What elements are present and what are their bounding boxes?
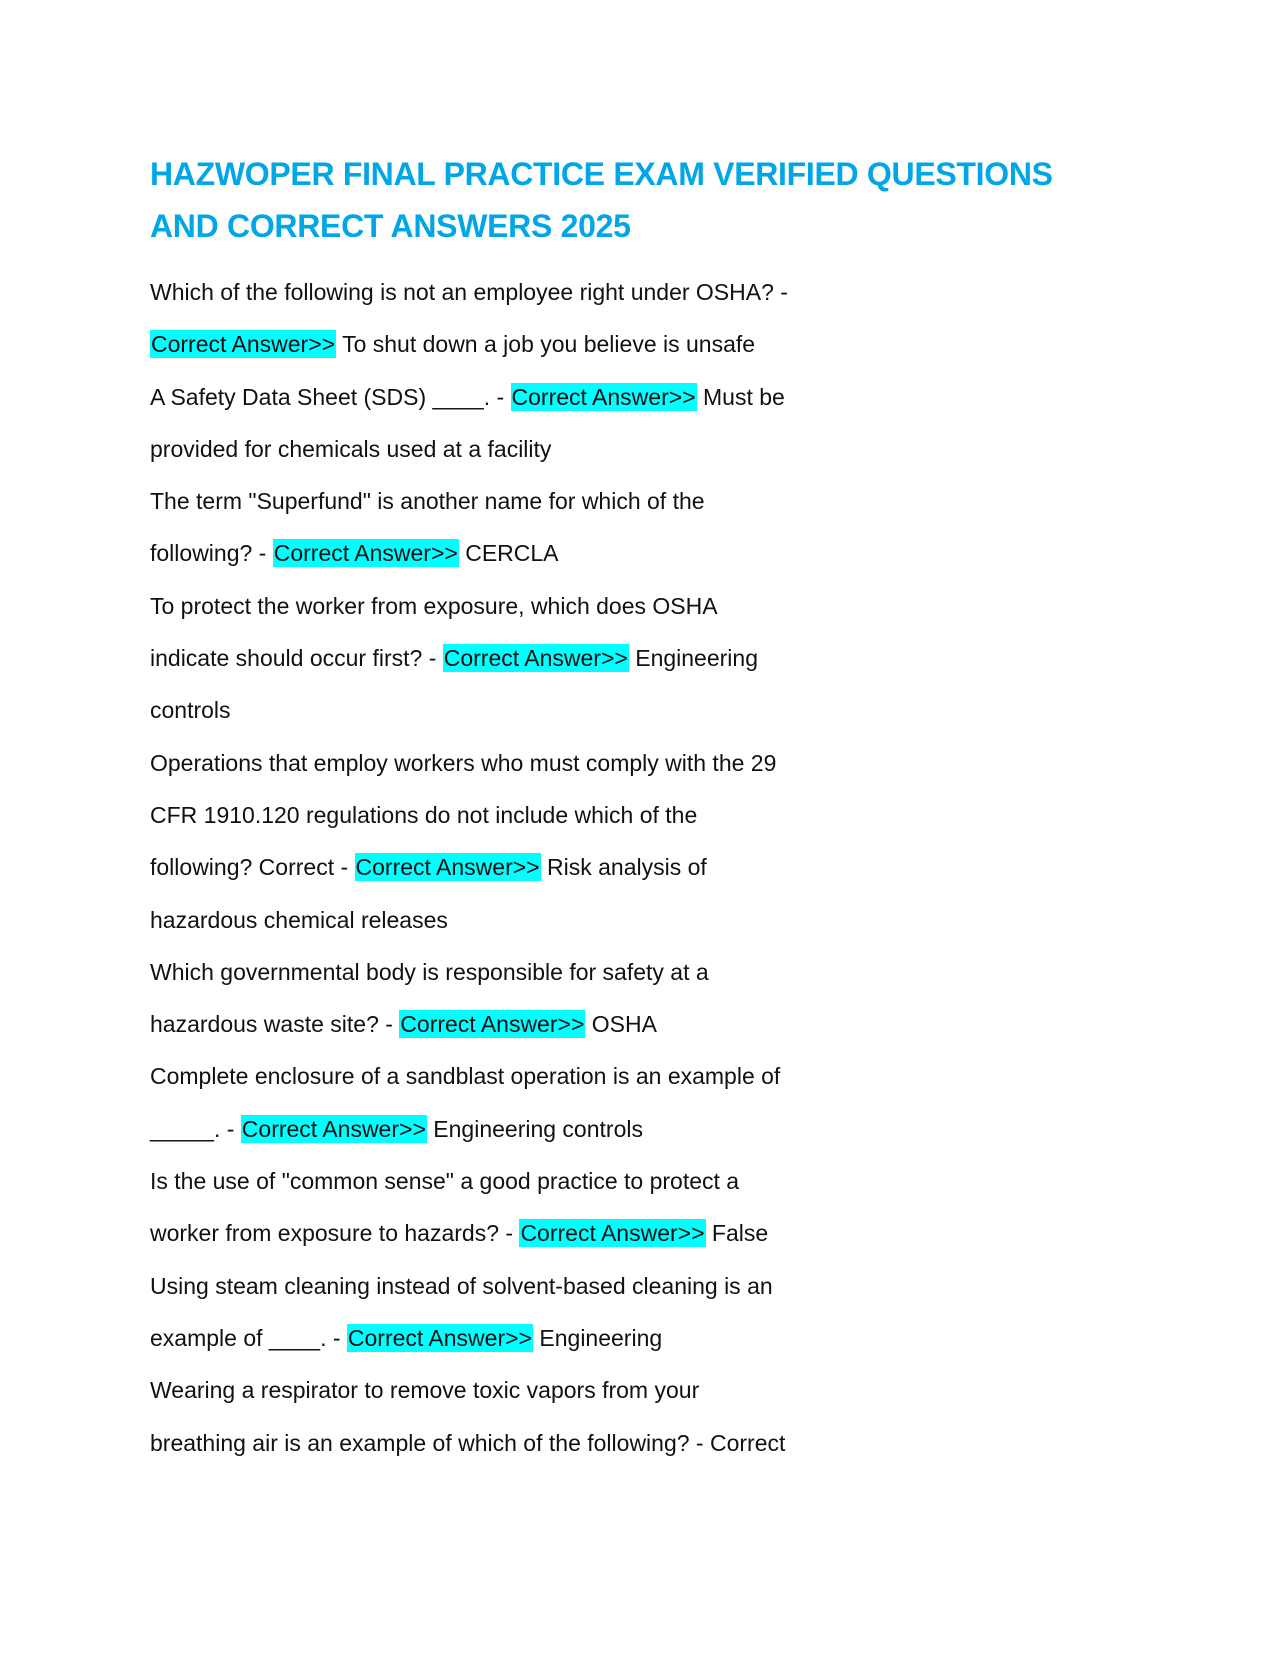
answer-highlight: Correct Answer>> <box>241 1115 426 1142</box>
title-line-1: HAZWOPER FINAL PRACTICE EXAM VERIFIED QUESTIONS <box>150 156 1053 192</box>
answer-highlight: Correct Answer>> <box>273 540 458 567</box>
text-line: following? - Correct Answer>> CERCLA <box>150 540 559 567</box>
answer-highlight: Correct Answer>> <box>400 1011 585 1038</box>
text-line: indicate should occur first? - Correct Answer>> Engineering <box>150 645 758 672</box>
answer-highlight: Correct Answer>> <box>151 331 336 358</box>
answer-highlight: Correct Answer>> <box>511 383 696 410</box>
qa-body <box>150 266 1150 1469</box>
answer-highlight: Correct Answer>> <box>355 854 540 881</box>
text-line: To protect the worker from exposure, which does OSHA <box>150 592 718 619</box>
text-line: controls <box>150 697 231 724</box>
text-line: CFR 1910.120 regulations do not include which of the <box>150 801 698 828</box>
text-line: hazardous waste site? - Correct Answer>> OSHA <box>150 1011 657 1038</box>
text-line: Wearing a respirator to remove toxic vapors from your <box>150 1377 700 1404</box>
text-line: Which of the following is not an employee right under OSHA? - <box>150 279 788 305</box>
answer-highlight: Correct Answer>> <box>520 1220 705 1247</box>
text-line: The term "Superfund" is another name for which of the <box>150 488 705 515</box>
text-line: Operations that employ workers who must comply with the 29 <box>150 749 777 776</box>
text-line: Using steam cleaning instead of solvent-based cleaning is an <box>150 1272 773 1299</box>
answer-highlight: Correct Answer>> <box>443 645 628 672</box>
text-line: breathing air is an example of which of the following? - Correct <box>150 1429 786 1456</box>
text-line: provided for chemicals used at a facility <box>150 435 552 462</box>
text-line: Is the use of "common sense" a good practice to protect a <box>150 1168 740 1195</box>
text-line: Which governmental body is responsible for safety at a <box>150 958 709 985</box>
text-line: Complete enclosure of a sandblast operation is an example of <box>150 1063 781 1090</box>
text-line: hazardous chemical releases <box>150 906 448 933</box>
text-line: _____. - Correct Answer>> Engineering controls <box>150 1115 643 1142</box>
text-line: following? Correct - Correct Answer>> Risk analysis of <box>150 854 707 881</box>
text-line: A Safety Data Sheet (SDS) ____. - Correct Answer>> Must be <box>150 383 785 410</box>
answer-highlight: Correct Answer>> <box>347 1324 532 1351</box>
document-title <box>150 148 1130 252</box>
text-line: example of ____. - Correct Answer>> Engineering <box>150 1324 663 1351</box>
text-line: Correct Answer>> To shut down a job you believe is unsafe <box>151 331 756 358</box>
text-line: worker from exposure to hazards? - Correct Answer>> False <box>150 1220 769 1247</box>
title-line-2: AND CORRECT ANSWERS 2025 <box>150 208 631 244</box>
